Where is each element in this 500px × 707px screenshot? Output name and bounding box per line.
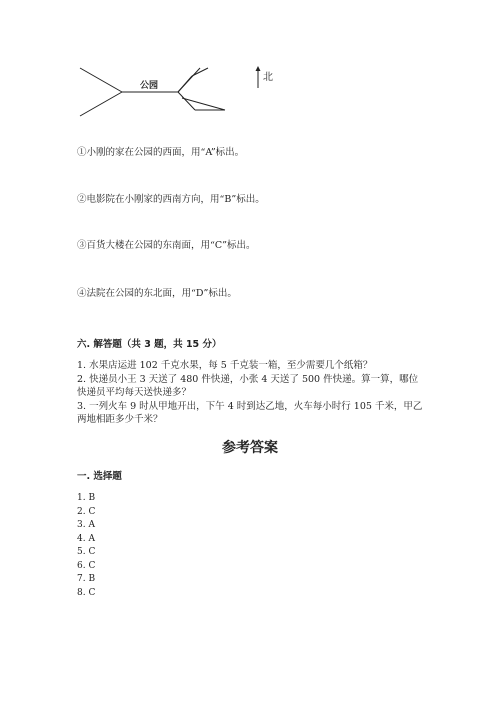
answer-item: 8. C (77, 587, 96, 598)
answer-item: 3. A (77, 520, 95, 530)
answer-item: 5. C (77, 547, 96, 557)
question-c: ③百货大楼在公园的东南面，用“C”标出。 (77, 240, 256, 251)
question-d: ④法院在公园的东北面，用“D”标出。 (77, 288, 237, 299)
question-a: ①小刚的家在公园的西面，用“A”标出。 (77, 147, 245, 158)
section-6-title: 六. 解答题（共 3 题，共 15 分） (77, 339, 222, 350)
problem-1: 1. 水果店运进 102 千克水果，每 5 千克装一箱，至少需要几个纸箱？ (77, 360, 373, 371)
north-arrow-icon (254, 66, 262, 88)
north-indicator (254, 66, 294, 90)
answer-item: 1. B (77, 493, 96, 503)
problem-3: 3. 一列火车 9 时从甲地开出，下午 4 时到达乙地，火车每小时行 105 千米，甲乙两地相距多少千米？ (77, 401, 423, 425)
park-label: 公园 (140, 81, 159, 91)
north-label: 北 (263, 72, 273, 83)
answer-key-title: 参考答案 (222, 440, 278, 456)
question-b: ②电影院在小刚家的西南方向，用“B”标出。 (77, 194, 265, 205)
answer-item: 7. B (77, 574, 96, 584)
answer-list (77, 492, 95, 600)
problem-2: 2. 快递员小王 3 天送了 480 件快递，小张 4 天送了 500 件快递。算一算，哪位快递员平均每天送快递多？ (77, 374, 419, 398)
answer-item: 6. C (77, 560, 96, 571)
answer-item: 2. C (77, 506, 96, 517)
answer-section-title: 一. 选择题 (77, 471, 122, 482)
answer-item: 4. A (77, 533, 95, 544)
